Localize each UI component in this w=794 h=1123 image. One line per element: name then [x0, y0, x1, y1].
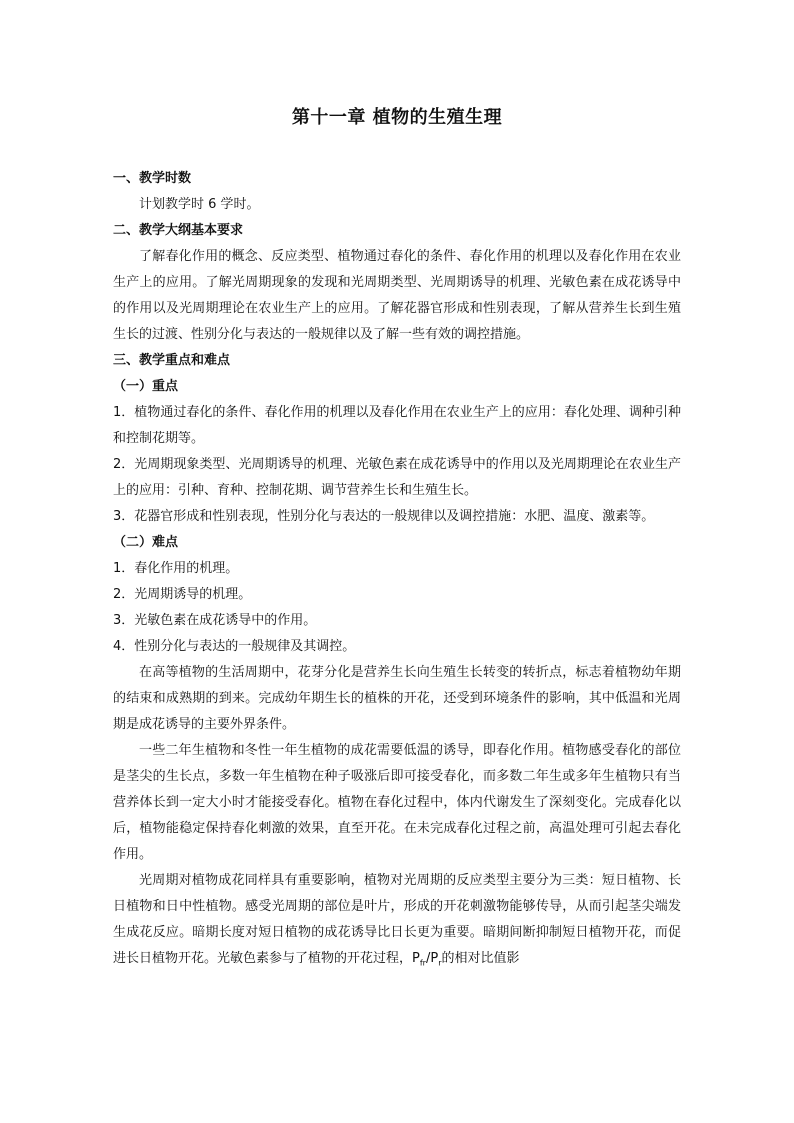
syllabus-text: 了解春化作用的概念、反应类型、植物通过春化的条件、春化作用的机理以及春化作用在农业生产上的应用。了解光周期现象的发现和光周期类型、光周期诱导的机理、光敏色素在成花诱导中的作用以及光周期理论在农业生产上的应用。了解花器官形成和性别表现，了解从营养生长到生殖生长的过渡、性别分化与表达的一般规律以及了解一些有效的调控措施。 [113, 249, 681, 342]
photoperiod-text: 光周期对植物成花同样具有重要影响，植物对光周期的反应类型主要分为三类：短日植物、长日植物和日中性植物。感受光周期的部位是叶片，形成的开花刺激物能够传导，从而引起茎尖端发生成花反应。暗期长度对短日植物的成花诱导比日长更为重要。暗期间断抑制短日植物开花，而促进长日植物开花。光敏色素参与了植物的开花过程，P [113, 873, 681, 966]
difficult-point-item: 3．光敏色素在成花诱导中的作用。 [113, 613, 317, 628]
key-point-item: 1．植物通过春化的条件、春化作用的机理以及春化作用在农业生产上的应用：春化处理、调种引种和控制花期等。 [113, 405, 681, 446]
paragraph-photoperiod [113, 868, 681, 972]
difficult-point-item: 4．性别分化与表达的一般规律及其调控。 [113, 639, 356, 654]
subheading-key-points: （一）重点 [113, 379, 179, 394]
document-body [113, 166, 681, 972]
key-point-item: 3．花器官形成和性别表现，性别分化与表达的一般规律以及调控措施：水肥、温度、激素等。 [113, 509, 655, 524]
difficult-point-item: 1．春化作用的机理。 [113, 561, 239, 576]
pfr-subscript: fr [419, 958, 426, 968]
section-heading-teaching-hours: 一、教学时数 [113, 171, 192, 186]
paragraph-flower-bud: 在高等植物的生活周期中，花芽分化是营养生长向生殖生长转变的转折点，标志着植物幼年期的结束和成熟期的到来。完成幼年期生长的植株的开花，还受到环境条件的影响，其中低温和光周期是成花诱导的主要外界条件。 [113, 665, 681, 732]
paragraph-vernalization: 一些二年生植物和冬性一年生植物的成花需要低温的诱导，即春化作用。植物感受春化的部位是茎尖的生长点，多数一年生植物在种子吸涨后即可接受春化，而多数二年生或多年生植物只有当营养体长到一定大小时才能接受春化。植物在春化过程中，体内代谢发生了深刻变化。完成春化以后，植物能稳定保持春化刺激的效果，直至开花。在未完成春化过程之前，高温处理可引起去春化作用。 [113, 743, 681, 862]
section-heading-key-difficult: 三、教学重点和难点 [113, 353, 231, 368]
ratio-slash: /P [425, 951, 439, 966]
subheading-difficult-points: （二）难点 [113, 535, 179, 550]
difficult-point-item: 2．光周期诱导的机理。 [113, 587, 252, 602]
photoperiod-text-end: 的相对比值影 [441, 951, 520, 966]
teaching-hours-text: 计划教学时 6 学时。 [139, 197, 260, 212]
page-title: 第十一章 植物的生殖生理 [291, 107, 503, 128]
section-heading-syllabus: 二、教学大纲基本要求 [113, 223, 244, 238]
key-point-item: 2．光周期现象类型、光周期诱导的机理、光敏色素在成花诱导中的作用以及光周期理论在农业生产上的应用：引种、育种、控制花期、调节营养生长和生殖生长。 [113, 457, 681, 498]
pr-subscript: r [438, 958, 442, 968]
